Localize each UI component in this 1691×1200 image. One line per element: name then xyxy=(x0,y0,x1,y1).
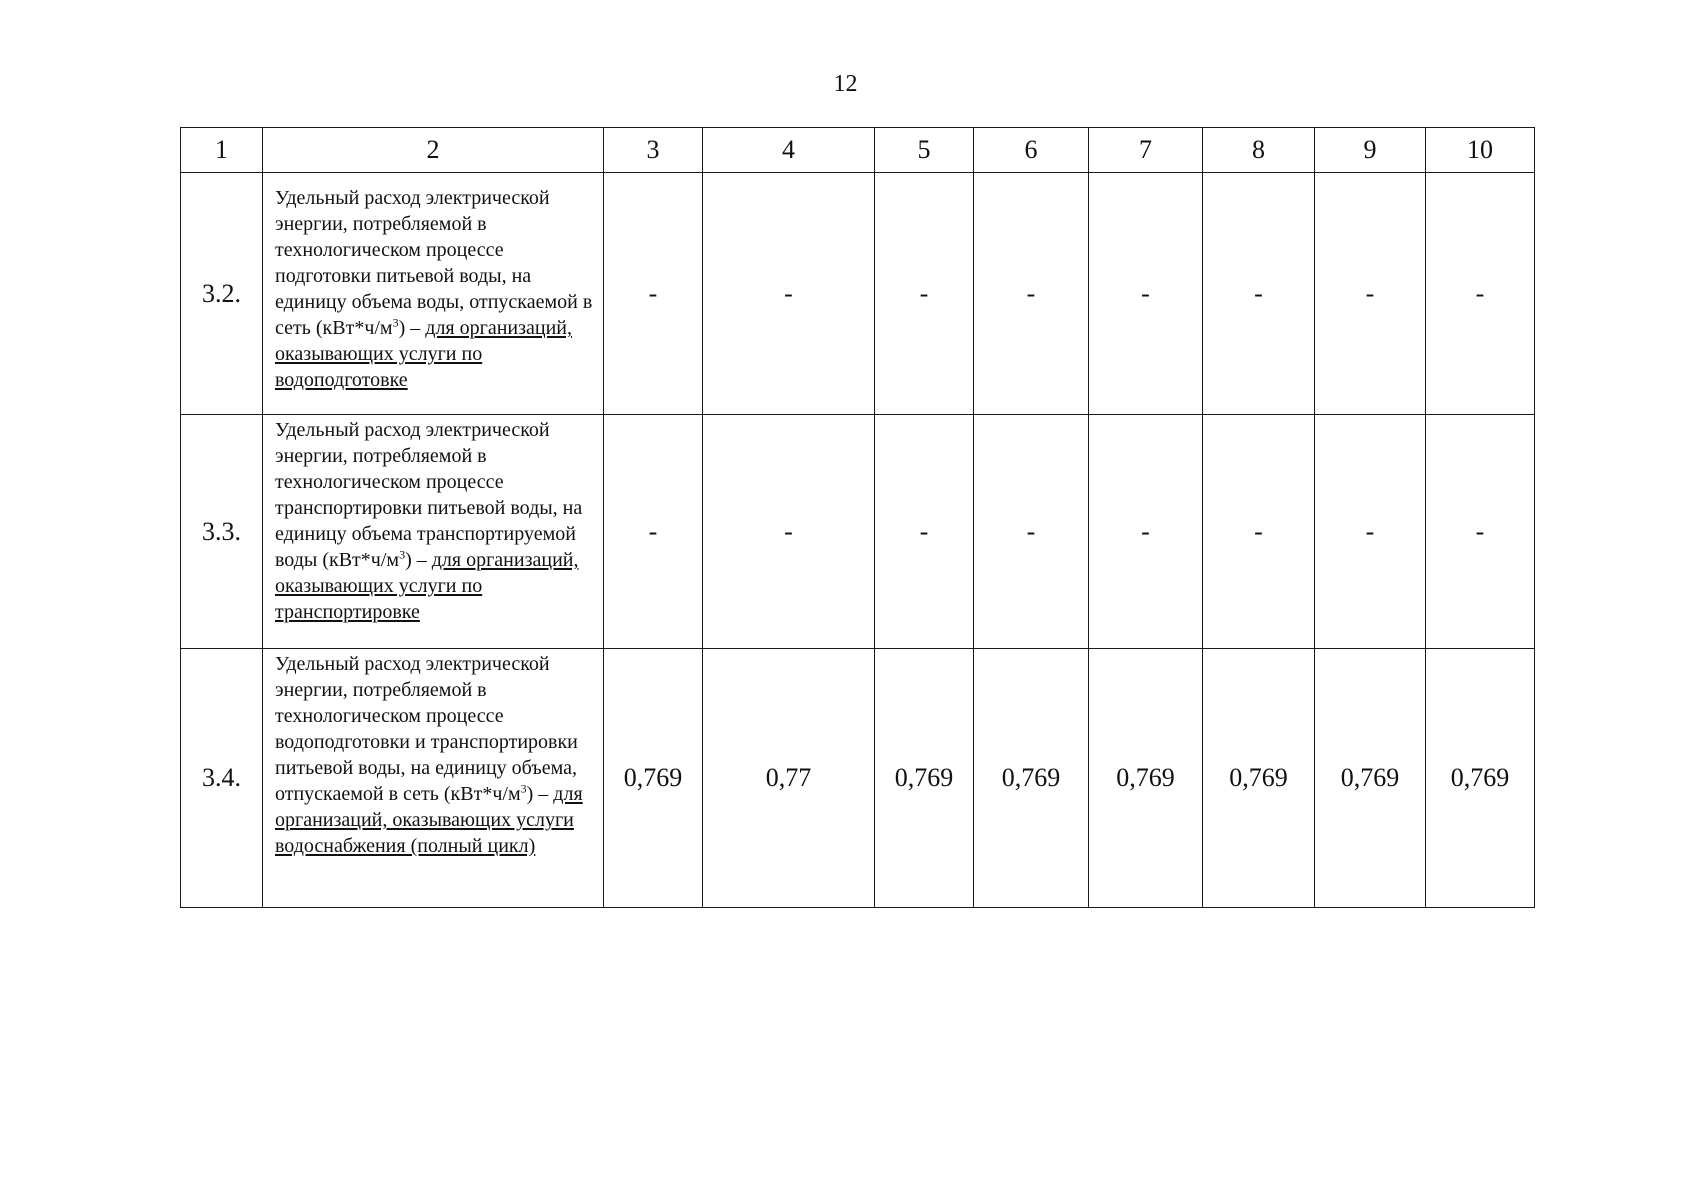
value-cell: 0,769 xyxy=(1315,649,1426,908)
superscript: 3 xyxy=(520,781,527,796)
value-cell: 0,769 xyxy=(875,649,974,908)
description-text: ) – xyxy=(405,549,432,571)
column-header: 9 xyxy=(1315,128,1426,173)
page-number: 12 xyxy=(833,71,858,97)
value-cell: - xyxy=(1426,173,1535,415)
value-cell: - xyxy=(1203,415,1315,649)
column-header: 1 xyxy=(181,128,263,173)
value-cell: - xyxy=(703,173,875,415)
value-cell: 0,769 xyxy=(1089,649,1203,908)
value-cell: - xyxy=(974,415,1089,649)
table-row xyxy=(181,649,1535,908)
value-cell: - xyxy=(875,173,974,415)
value-cell: - xyxy=(974,173,1089,415)
description-text: Удельный расход электрической энергии, потребляемой в технологическом процессе водоподготовки и транспортировки питьевой воды, на единицу объема, отпускаемой в сеть (кВт*ч/м xyxy=(275,653,578,805)
row-number: 3.4. xyxy=(181,649,263,908)
description-text: Удельный расход электрической энергии, потребляемой в технологическом процессе подготовки питьевой воды, на единицу объема воды, отпускаемой в сеть (кВт*ч/м xyxy=(275,187,593,339)
row-number: 3.3. xyxy=(181,415,263,649)
description-text: ) – xyxy=(398,317,426,339)
row-description xyxy=(263,649,604,908)
value-cell: - xyxy=(604,173,703,415)
value-cell: 0,77 xyxy=(703,649,875,908)
value-cell: - xyxy=(1426,415,1535,649)
superscript: 3 xyxy=(399,547,406,562)
value-cell: 0,769 xyxy=(974,649,1089,908)
value-cell: - xyxy=(604,415,703,649)
value-cell: - xyxy=(1315,415,1426,649)
value-cell: 0,769 xyxy=(604,649,703,908)
row-description xyxy=(263,173,604,415)
column-header: 10 xyxy=(1426,128,1535,173)
row-number: 3.2. xyxy=(181,173,263,415)
description-underlined: для организаций, оказывающих услуги водоснабжения (полный цикл) xyxy=(275,783,583,857)
superscript: 3 xyxy=(392,315,399,330)
column-header: 4 xyxy=(703,128,875,173)
value-cell: - xyxy=(1315,173,1426,415)
value-cell: - xyxy=(1089,173,1203,415)
value-cell: 0,769 xyxy=(1426,649,1535,908)
value-cell: - xyxy=(1089,415,1203,649)
column-header: 2 xyxy=(263,128,604,173)
description-underlined: для организаций, оказывающих услуги по транспортировке xyxy=(275,549,579,623)
column-header: 8 xyxy=(1203,128,1315,173)
value-cell: 0,769 xyxy=(1203,649,1315,908)
value-cell: - xyxy=(875,415,974,649)
header-row xyxy=(181,128,1535,173)
description-text: ) – xyxy=(526,783,554,805)
description-underlined: для организаций, оказывающих услуги по водоподготовке xyxy=(275,317,572,391)
row-description xyxy=(263,415,604,649)
description-text: Удельный расход электрической энергии, потребляемой в технологическом процессе транспортировки питьевой воды, на единицу объема транспортируемой воды (кВт*ч/м xyxy=(275,419,583,571)
table-row xyxy=(181,173,1535,415)
value-cell: - xyxy=(703,415,875,649)
column-header: 7 xyxy=(1089,128,1203,173)
table-row xyxy=(181,415,1535,649)
indicator-table xyxy=(180,127,1535,908)
column-header: 6 xyxy=(974,128,1089,173)
column-header: 5 xyxy=(875,128,974,173)
value-cell: - xyxy=(1203,173,1315,415)
column-header: 3 xyxy=(604,128,703,173)
